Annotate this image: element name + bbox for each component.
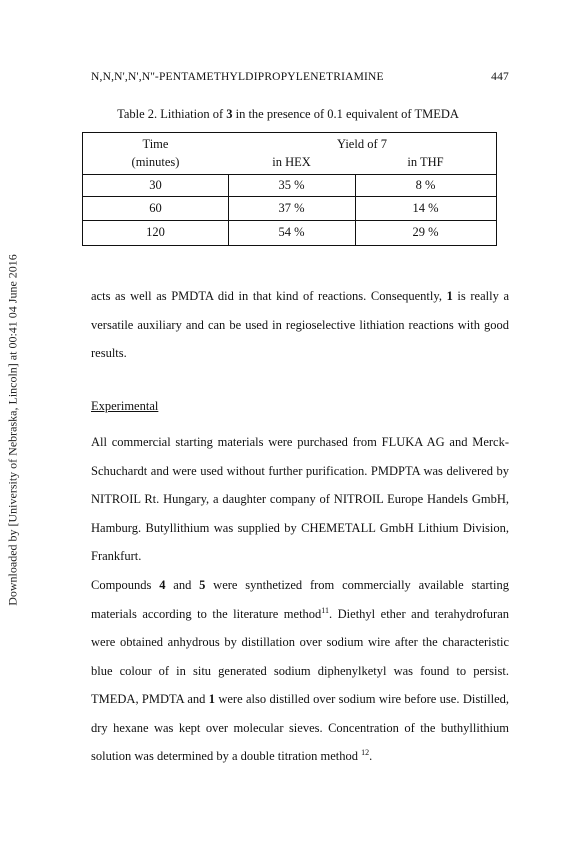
table-caption bbox=[0, 107, 576, 122]
reference-12: 12 bbox=[361, 748, 370, 757]
p3-compound-4: 4 bbox=[159, 578, 166, 592]
p1-compound: 1 bbox=[446, 289, 453, 303]
caption-pre: Table 2. Lithiation of bbox=[117, 107, 227, 121]
table-cell-thf: 8 % bbox=[415, 178, 436, 192]
p3-text-e: were also distilled over sodium wire before use. Distilled, dry hexane was kept over molecular sieves. Concentration of the buthyllithium solution was determined by a double titration method bbox=[91, 692, 509, 763]
header-yield: Yield of 7 bbox=[337, 137, 387, 151]
table-divider bbox=[83, 220, 496, 221]
caption-post: in the presence of 0.1 equivalent of TMEDA bbox=[232, 107, 459, 121]
p3-text-a: Compounds bbox=[91, 578, 160, 592]
p3-text-c: were synthetized from commercially available starting materials according to the literature method bbox=[91, 578, 509, 621]
header-thf: in THF bbox=[407, 155, 444, 169]
table-cell-time: 60 bbox=[149, 201, 162, 215]
table-cell-time: 30 bbox=[149, 178, 162, 192]
download-watermark bbox=[6, 230, 20, 630]
yield-table bbox=[82, 132, 497, 246]
p3-compound-1: 1 bbox=[208, 692, 215, 706]
p3-text-b: and bbox=[165, 578, 200, 592]
p1-text-b: is really a versatile auxiliary and can be used in regioselective lithiation reactions with good results. bbox=[91, 289, 509, 360]
paragraph-materials bbox=[91, 428, 509, 571]
table-cell-hex: 54 % bbox=[278, 225, 305, 239]
reference-11: 11 bbox=[321, 605, 329, 615]
table-cell-hex: 35 % bbox=[278, 178, 305, 192]
paragraph-methods bbox=[91, 571, 509, 771]
running-head-title: N,N,N',N',N''-PENTAMETHYLDIPROPYLENETRIAMINE bbox=[91, 71, 384, 83]
header-hex: in HEX bbox=[272, 155, 311, 169]
table-cell-thf: 29 % bbox=[412, 225, 439, 239]
table-divider bbox=[83, 174, 496, 175]
table-cell-hex: 37 % bbox=[278, 201, 305, 215]
table-cell-thf: 14 % bbox=[412, 201, 439, 215]
p3-compound-5: 5 bbox=[199, 578, 206, 592]
header-time: Time bbox=[142, 137, 169, 151]
p3-text-end: . bbox=[369, 749, 373, 763]
p3-text-d: . Diethyl ether and terahydrofuran were obtained anhydrous by distillation over sodium wire after the characteristic blue colour of in situ generated sodium diphenylketyl was found to persist. TMEDA, PMDTA and bbox=[91, 606, 509, 706]
section-heading: Experimental bbox=[91, 399, 159, 413]
download-note-text: Downloaded by [University of Nebraska, Lincoln] at 00:41 04 June 2016 bbox=[5, 254, 20, 606]
caption-compound: 3 bbox=[226, 107, 233, 121]
header-time-unit: (minutes) bbox=[131, 155, 180, 169]
p2-text: All commercial starting materials were purchased from FLUKA AG and Merck-Schuchardt and were used without further purification. PMDPTA was delivered by NITROIL Rt. Hungary, a daughter company of NITROIL Europe Handels GmbH, Hamburg. Butyllithium was supplied by CHEMETALL GmbH Lithium Division, Frankfurt. bbox=[91, 435, 509, 563]
table-cell-time: 120 bbox=[146, 225, 165, 239]
p1-text-a: acts as well as PMDTA did in that kind of reactions. Consequently, bbox=[91, 289, 447, 303]
page-number: 447 bbox=[491, 71, 509, 83]
table-divider bbox=[83, 196, 496, 197]
paragraph-conclusion bbox=[91, 282, 509, 368]
